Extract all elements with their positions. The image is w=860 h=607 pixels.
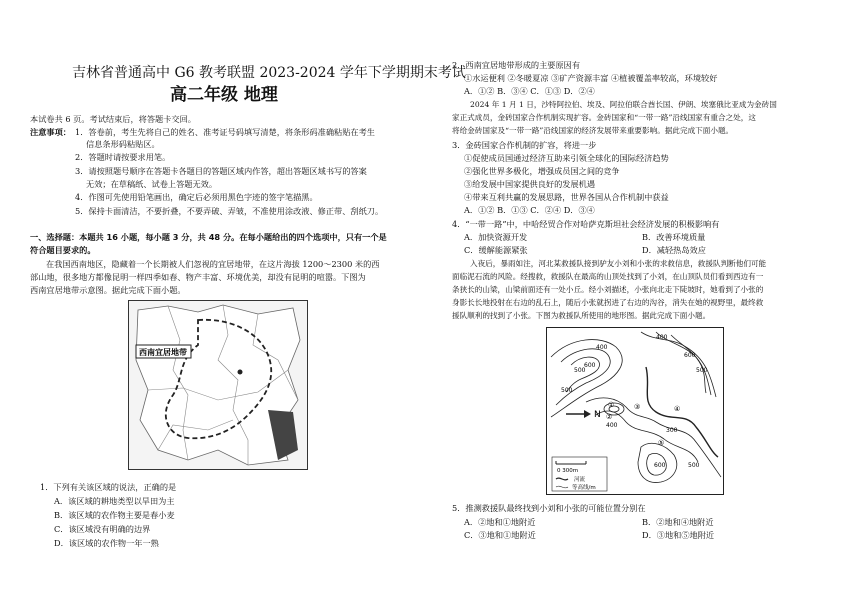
- notice-item: 4．作图可先使用铅笔画出，确定后必须用黑色字迹的签字笔描黑。: [75, 192, 318, 202]
- passage-line: 入夜后，暴雨如注，河北某救援队接到驴友小刘和小张的求救信息，救援队判断他们可能: [470, 259, 767, 268]
- option: B．②地和④地附近: [642, 517, 714, 527]
- option: B．改善环境质量: [642, 232, 706, 242]
- option: D．③地和⑤地附近: [642, 530, 715, 540]
- point-label: ②: [606, 413, 613, 421]
- option: A．②地和①地附近: [464, 517, 536, 527]
- contour-label: 400: [606, 422, 618, 429]
- scale-label: 0 300m: [557, 468, 579, 474]
- legend-contour: 等高线/m: [572, 485, 596, 491]
- map-label: 西南宜居地带: [139, 348, 187, 357]
- question-stem: 4．“一带一路”中，中哈经贸合作对哈萨克斯坦社会经济发展的积极影响有: [452, 219, 720, 229]
- option: A．加快资源开发: [464, 232, 528, 242]
- topographic-map: [546, 327, 724, 495]
- contour-label: 600: [654, 462, 666, 469]
- notice-item: 1．答卷前，考生先将自己的姓名、准考证号码填写清楚，将条形码准确粘贴在考生: [75, 127, 375, 137]
- passage-line: 在我国西南地区，隐藏着一个长期被人们忽视的宜居地带，在这片海拔 1200～2300 米的西: [46, 259, 380, 269]
- options-row: A．①② B．③④ C．①③ D．②④: [464, 86, 595, 96]
- statement: ②强化世界多极化，增强成员国之间的竞争: [464, 166, 620, 176]
- passage-line: 2024 年 1 月 1 日，沙特阿拉伯、埃及、阿拉伯联合酋长国、伊朗、埃塞俄比亚成为金砖国: [470, 100, 777, 109]
- option: C．缓解能源紧张: [464, 245, 528, 255]
- notice-label: 注意事项：: [30, 127, 71, 137]
- contour-label: 500: [688, 462, 700, 469]
- question-stem: 5．推测救援队最终找到小刘和小张的可能位置分别在: [452, 503, 646, 513]
- option: C．该区域没有明确的边界: [54, 524, 151, 534]
- legend-river: 河流: [574, 477, 586, 483]
- passage-line: 西南宜居地带示意图。据此完成下面小题。: [30, 285, 186, 295]
- exam-subject: 高二年级 地理: [170, 85, 278, 105]
- north-label: N: [594, 410, 601, 420]
- southwest-map: [128, 300, 308, 470]
- notice-item: 信息条形码粘贴区。: [86, 139, 160, 149]
- contour-label: 600: [684, 352, 696, 359]
- option: D．减轻热岛效应: [642, 245, 706, 255]
- passage-line: 家正式成员，金砖国家合作机制实现扩容。金砖国家和“一带一路”沿线国家有重合之处，这: [452, 113, 756, 122]
- question-stem: 2．西南宜居地带形成的主要原因有: [452, 60, 581, 70]
- notice-item: 5．保持卡面清洁，不要折叠，不要弄破、弄皱，不准使用涂改液、修正带、刮纸刀。: [75, 206, 384, 216]
- option: B．该区域的农作物主要是春小麦: [54, 510, 175, 520]
- contour-label: 500: [696, 367, 708, 374]
- contour-label: 400: [596, 344, 608, 351]
- passage-line: 援队顺利的找到了小张。下图为救援队所使用的地形图。据此完成下面小题。: [452, 311, 711, 320]
- contour-label: 400: [656, 334, 668, 341]
- statement: ③给发展中国家提供良好的发展机遇: [464, 179, 596, 189]
- exam-title: 吉林省普通高中 G6 教考联盟 2023-2024 学年下学期期末考试: [72, 65, 466, 81]
- contour-label: 500: [574, 367, 586, 374]
- notice-item: 3．请按照题号顺序在答题卡各题目的答题区域内作答，超出答题区域书写的答案: [75, 166, 367, 176]
- point-label: ③: [634, 403, 641, 411]
- contour-label: 500: [561, 387, 573, 394]
- statement: ④带来互利共赢的发展思路，世界各国从合作机制中获益: [464, 192, 669, 202]
- conditions: ①水运便利 ②冬暖夏凉 ③矿产资源丰富 ④植被覆盖率较高，环境较好: [464, 73, 718, 83]
- passage-line: 部山地，很多地方都像昆明一样四季如春、物产丰富、环境优美，却没有昆明的喧嚣。下图为: [30, 272, 366, 282]
- passage-line: 面临泥石流的风险。经搜救，救援队在最高的山顶处找到了小刘，在山顶队员们看到西边有一: [452, 272, 764, 281]
- contour-label: 600: [584, 362, 596, 369]
- section-heading: 一、选择题：本题共 16 小题，每小题 3 分，共 48 分。在每小题给出的四个选项中，只有一个是: [30, 232, 387, 242]
- question-stem: 1．下列有关该区域的说法，正确的是: [40, 482, 177, 492]
- notice-item: 2．答题时请按要求用笔。: [75, 152, 171, 162]
- options-row: A．①② B．①③ C．②④ D．③④: [464, 205, 595, 215]
- point-label: ①: [608, 401, 615, 409]
- question-stem: 3．金砖国家合作机制的扩容，将进一步: [452, 140, 597, 150]
- point-label: ⑤: [658, 439, 665, 447]
- section-heading: 符合题目要求的。: [30, 245, 96, 255]
- passage-line: 条狭长的山梁，山梁前面还有一处小丘。经小刘描述，小张向北走下陡坡时，她看到了小张的: [452, 285, 764, 294]
- passage-line: 身影长长地投射在右边的乱石上，随后小张就拐进了右边的沟谷，消失在她的视野里，最终救: [452, 298, 764, 307]
- option: A．该区域的耕地类型以旱田为主: [54, 496, 175, 506]
- notice-item: 无效；在草稿纸、试卷上答题无效。: [86, 179, 218, 189]
- point-label: ④: [674, 405, 681, 413]
- option: C．③地和①地附近: [464, 530, 536, 540]
- intro-line: 本试卷共 6 页。考试结束后，将答题卡交回。: [30, 114, 196, 124]
- contour-label: 300: [666, 427, 678, 434]
- passage-line: 将给金砖国家及“一带一路”沿线国家的经济发展带来重要影响。据此完成下面小题。: [452, 126, 734, 135]
- statement: ①促使成员国通过经济互助来引领全球化的国际经济趋势: [464, 153, 669, 163]
- option: D．该区域的农作物一年一熟: [54, 538, 159, 548]
